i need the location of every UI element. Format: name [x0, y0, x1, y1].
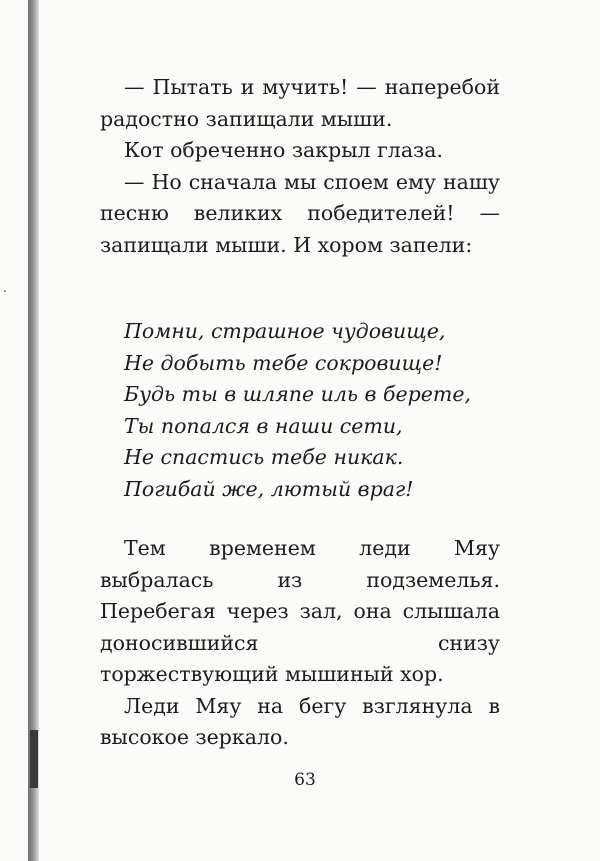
poem-line: Не добыть тебе сокровище!	[124, 350, 443, 375]
paragraph: Кот обреченно закрыл глаза.	[124, 138, 443, 162]
page-number: 63	[294, 770, 316, 790]
poem-line: Ты попался в наши сети,	[124, 413, 403, 438]
poem	[124, 316, 514, 505]
text-block-bottom	[100, 533, 500, 754]
poem-line: Погибай же, лютый враг!	[124, 476, 414, 501]
paragraph: Леди Мяу на бегу взглянула в высокое зеркало.	[100, 693, 500, 749]
scan-speck	[4, 290, 6, 292]
text-block-top	[100, 72, 500, 261]
poem-line: Помни, страшное чудовище,	[124, 319, 446, 343]
poem-line: Будь ты в шляпе иль в берете,	[124, 382, 471, 406]
paragraph: — Но сначала мы споем ему нашу песню великих победителей! — запищали мыши. И хором запели:	[100, 169, 500, 257]
paragraph: Тем временем леди Мяу выбралась из подземелья. Перебегая через зал, она слышала доносившийся снизу торжествующий мышиный хор.	[100, 536, 500, 686]
poem-line: Не спастись тебе никак.	[124, 445, 404, 469]
paragraph: — Пытать и мучить! — наперебой радостно запищали мыши.	[100, 75, 500, 131]
